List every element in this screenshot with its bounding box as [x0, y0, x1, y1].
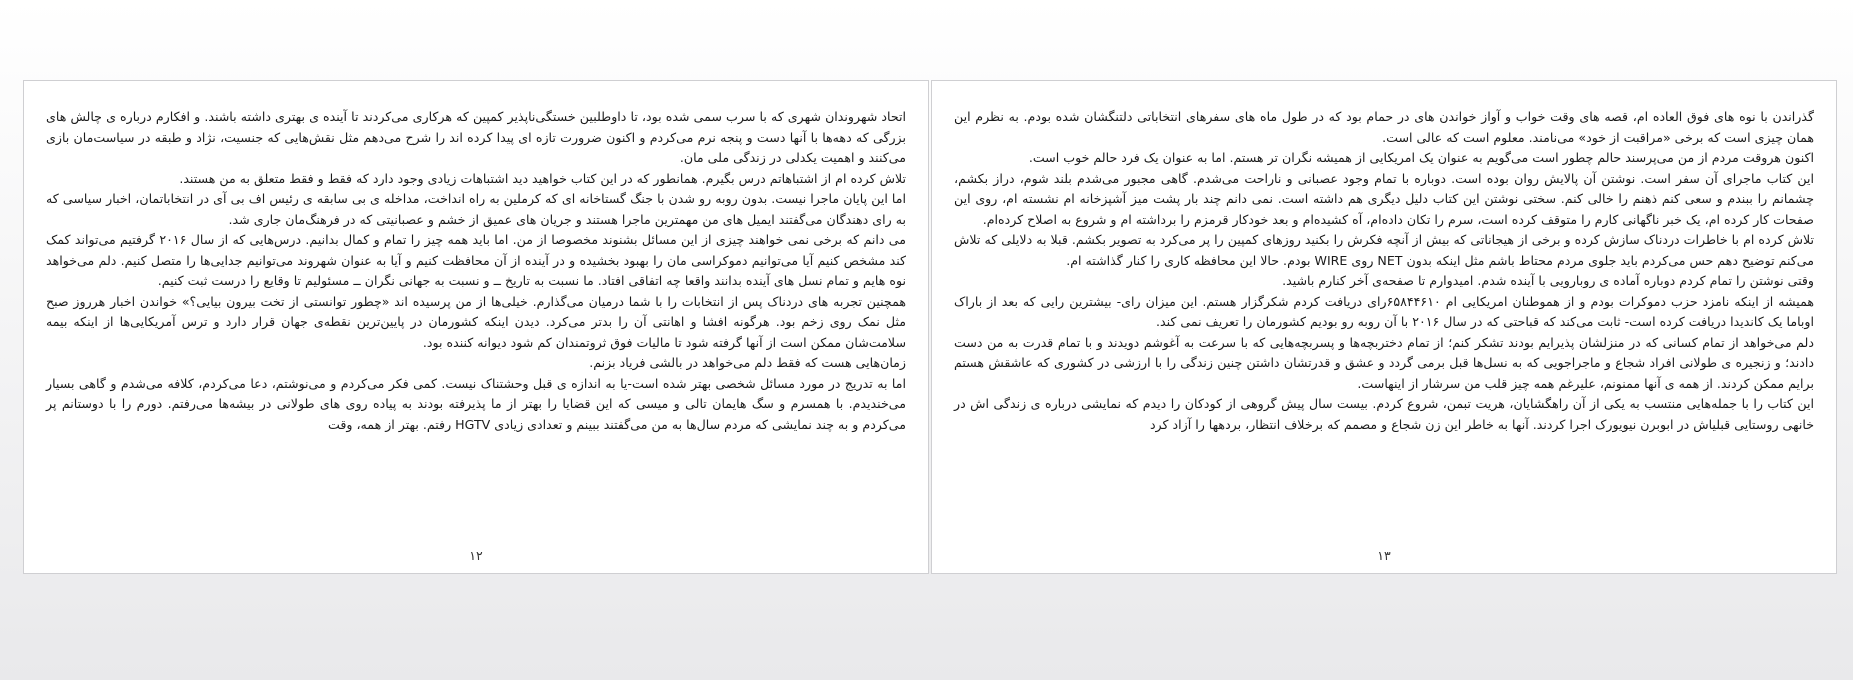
paragraph: همیشه از اینکه نامزد حزب دموکرات بودم و از هموطنان امریکایی ام ۶۵۸۴۴۶۱۰رای دریافت کردم شکرگزار هستم. این میزان رای- بیشترین رایی که بعد از باراک اوباما یک کاندیدا دریافت کرده است- ثابت می‌کند که قباحتی که در سال ۲۰۱۶ با آن روبه رو بودیم کشورمان را تعریف نمی کند.: [954, 293, 1814, 329]
paragraph: این کتاب را با جمله‌هایی منتسب به یکی از آن راهگشایان، هریت تبمن، شروع کردم. بیست سال پیش گروهی از کودکان را دیدم که نمایشی درباره ی زندگی اش در خانهی روستایی قبلیاش در ابوبرن نیویورک اجرا کردند. آنها به خاطر این زن شجاع و مصمم که برخلاف انتظار، بردهها را آزاد کرد: [954, 396, 1814, 432]
paragraph: همچنین تجربه های دردناک پس از انتخابات را با شما درمیان می‌گذارم. خیلی‌ها از من پرسیده اند «چطور توانستی از تخت بیرون بیایی؟» خواندن اخبار هرروز صبح مثل نمک روی زخم بود. هرگونه افشا و اهانتی آن را بدتر می‌کرد. دیدن اینکه کشورمان در پایین‌ترین نقطه‌ی جهان قرار دارد و ترس آمریکایی‌ها از اینکه بیمه سلامت‌شان ممکن است از آنها گرفته شود تا مالیات فوق ثروتمندان کم شود دیوانه کننده بود.: [46, 293, 906, 350]
page-number: ۱۲: [469, 548, 483, 563]
paragraph: گذراندن با نوه های فوق العاده ام، قصه های وقت خواب و آواز خواندن های در حمام بود که در طول ماه های سفرهای انتخاباتی دلتنگشان شده بودم. به نظرم این همان چیزی است که برخی «مراقبت از خود» می‌نامند. معلوم است که عالی است.: [954, 109, 1814, 145]
paragraph: وقتی نوشتن را تمام کردم دوباره آماده ی روبارویی با آینده شدم. امیدوارم تا صفحه‌ی آخر کنارم باشید.: [1282, 273, 1814, 288]
page-number: ۱۳: [1377, 548, 1391, 563]
book-spread: [23, 80, 1837, 574]
right-page-text: [954, 107, 1814, 435]
paragraph: اکنون هروقت مردم از من می‌پرسند حالم چطور است می‌گویم به عنوان یک امریکایی از همیشه نگران تر هستم. اما به عنوان یک فرد حالم خوب است.: [1028, 150, 1814, 165]
paragraph: می دانم که برخی نمی خواهند چیزی از این مسائل بشنوند مخصوصا از من. اما باید همه چیز را تمام و کمال بدانیم. درس‌هایی که از سال ۲۰۱۶ گرفتیم می‌تواند کمک کند مشخص کنیم آیا می‌توانیم دموکراسی مان را بهبود بخشیده و در آینده از آن محافظت کنیم و آیا به عنوان شهروند می‌توانیم جدایی‌ها را متصل کنیم. دلم می‌خواهد نوه هایم و تمام نسل های آینده بدانند واقعا چه اتفاقی افتاد. ما نسبت به تاریخ ــ و نسبت به جهانی نگران ــ مسئولیم تا وقایع را درست ثبت کنیم.: [46, 232, 906, 288]
paragraph: اما به تدریج در مورد مسائل شخصی بهتر شده است-یا به اندازه ی قبل وحشتناک نیست. کمی فکر می‌کردم و می‌نوشتم، دعا می‌کردم، کلافه می‌شدم و گاهی بسیار می‌خندیدم. با همسرم و سگ هایمان تالی و میسی که این قضایا را بهتر از ما پذیرفته بودند به پیاده روی های طولانی در بیشه‌ها می‌رفتم. دورم را با دوستانم پر می‌کردم و به چند نمایشی که مردم سال‌ها به من می‌گفتند ببینم و تعدادی زیادی HGTV رفتم. بهتر از همه، وقت: [46, 375, 906, 432]
left-page[interactable]: [23, 80, 929, 574]
paragraph: اتحاد شهروندان شهری که با سرب سمی شده بود، تا داوطلبین خستگی‌ناپذیر کمپین که هرکاری می‌کردند تا آینده ی بهتری داشته باشند. و افکارم درباره ی چالش های بزرگی که دهه‌ها با آنها دست و پنجه نرم می‌کردم و اکنون ضرورت تازه ای پیدا کرده اند را شرح می‌دهم مثل نقش‌هایی که جنسیت، نژاد و طبقه در سیاست‌مان بازی می‌کنند و اهمیت یکدلی در زندگی ملی مان.: [46, 109, 906, 165]
paragraph: زمان‌هایی هست که فقط دلم می‌خواهد در بالشی فریاد بزنم.: [589, 355, 906, 370]
paragraph: تلاش کرده ام از اشتباهاتم درس بگیرم. همانطور که در این کتاب خواهید دید اشتباهات زیادی وجود دارد که فقط و فقط متعلق به من هستند.: [179, 170, 906, 186]
paragraph: دلم می‌خواهد از تمام کسانی که در منزلشان پذیرایم بودند تشکر کنم؛ از تمام دختربچه‌ها و پسربچه‌هایی که با سرعت به آغوشم دویدند و با تمام قدرت به من دست دادند؛ و زنجیره ی طولانی افراد شجاع و ماجراجویی که به نسل‌ها قبل برمی گردد و عشق و قدرتشان داشتن چنین زندگی را با ارزشی در کشوری که عاشقش هستم برایم ممکن کردند. از همه ی آنها ممنونم، علیرغم همه چیز قلب من سرشار از اینهاست.: [954, 334, 1814, 391]
paragraph: اما این پایان ماجرا نیست. بدون روبه رو شدن با جنگ گستاخانه ای که کرملین به راه انداخت، مداخله ی بی سابقه ی رئیس اف بی آی در انتخاباتمان، اخبار سیاسی که به رای دهندگان می‌گفتند ایمیل های من مهمترین ماجرا هستند و جریان های عمیق از خشم و عصبانیتی که در فرهنگ‌مان جاری شد.: [46, 191, 906, 227]
left-page-text: [46, 107, 906, 435]
paragraph: این کتاب ماجرای آن سفر است. نوشتن آن پالایش روان بوده است. دوباره با تمام وجود عصبانی و ناراحت می‌شدم. گاهی مجبور می‌شدم بلند شوم، دراز بکشم، چشمانم را ببندم و سعی کنم ذهنم را خالی کنم. سختی نوشتن این کتاب دلیل دیگری هم داشته است. نمی دانم چند بار پشت میز آشپزخانه ام نشسته ام، روی این صفحات کار کرده ام، یک خبر ناگهانی کارم را متوقف کرده است، سرم را تکان داده‌ام، آه کشیده‌ام و بعد خودکار قرمزم را برداشته ام و شروع به اصلاح کرده‌ام.: [954, 170, 1814, 227]
right-page[interactable]: [931, 80, 1837, 574]
paragraph: تلاش کرده ام با خاطرات دردناک سازش کرده و برخی از هیجاناتی که بیش از آنچه فکرش را بکنید روزهای کمپین را پر می‌کرد به تصویر بکشم. قبلا به دلایلی که تلاش می‌کنم توضیح دهم حس می‌کردم باید جلوی مردم محتاط باشم مثل اینکه بدون NET روی WIRE بودم. حالا این محافظه کاری را کنار گذاشته ام.: [954, 232, 1814, 268]
